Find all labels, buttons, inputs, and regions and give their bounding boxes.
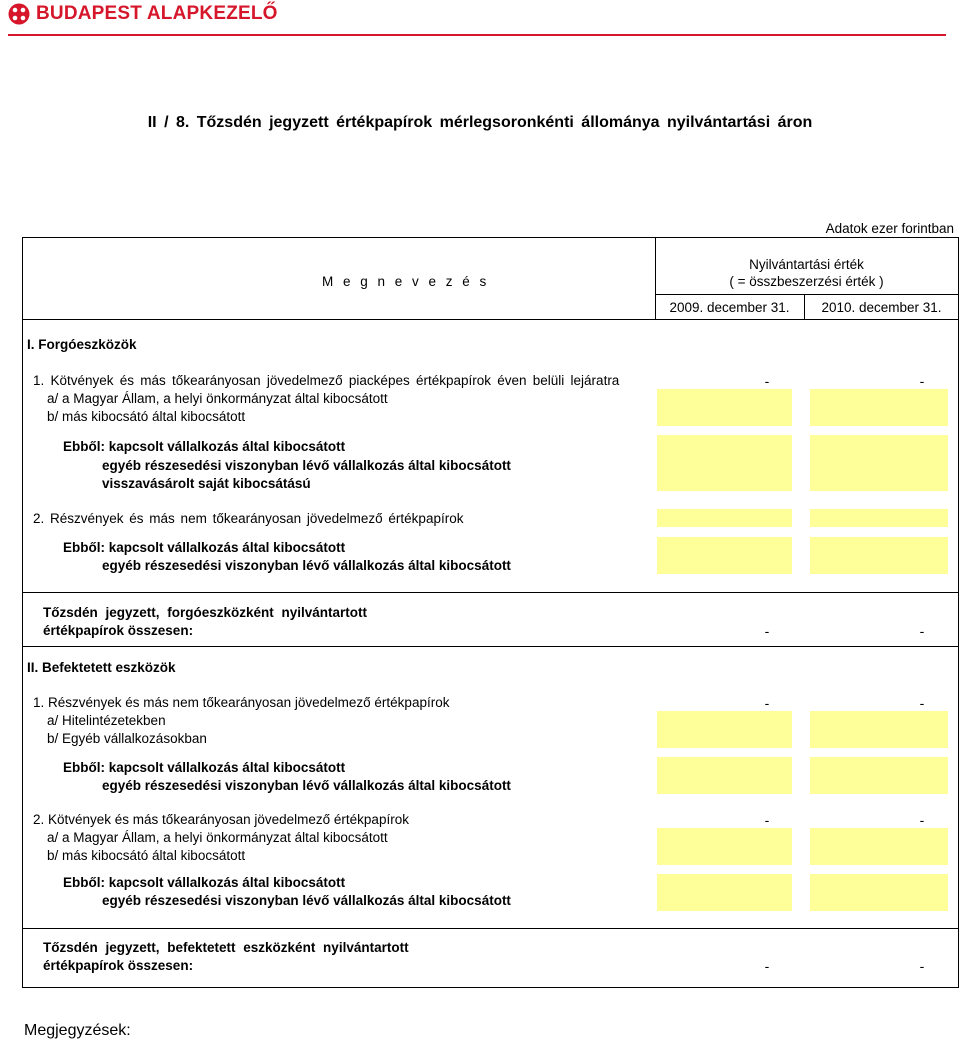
table-bottom-border (22, 987, 958, 988)
value-2009-s2r1: - (764, 695, 770, 711)
value-2010-s2-total: - (919, 958, 925, 974)
s1-row1-vissza: visszavásárolt saját kibocsátású (102, 476, 311, 491)
s2-row1-ebbol: Ebből: kapcsolt vállalkozás által kibocsátott (63, 760, 346, 775)
s2-row1-egyeb: egyéb részesedési viszonyban lévő vállalkozás által kibocsátott (102, 778, 511, 793)
section1-heading: I. Forgóeszközök (27, 337, 137, 352)
year-row-border (655, 294, 958, 295)
unit-note: Adatok ezer forintban (825, 221, 954, 236)
cell-2010-s1r2[interactable] (810, 509, 948, 527)
section2-heading: II. Befektetett eszközök (27, 660, 176, 675)
value-2010-s1r1: - (919, 373, 925, 389)
cell-2009-s1r2-detail[interactable] (657, 537, 792, 574)
cell-2009-s1r2[interactable] (657, 509, 792, 527)
total1-top-border (22, 592, 958, 593)
s2-row1b: b/ Egyéb vállalkozásokban (47, 731, 207, 746)
cell-2010-s1r2-detail[interactable] (810, 537, 948, 574)
s1-row2-ebbol: Ebből: kapcsolt vállalkozás által kibocsátott (63, 540, 346, 555)
s2-row2-egyeb: egyéb részesedési viszonyban lévő vállalkozás által kibocsátott (102, 893, 511, 908)
cell-2010-s2r2-detail[interactable] (810, 874, 948, 911)
s2-row2: 2. Kötvények és más tőkearányosan jövedelmező értékpapírok (33, 812, 409, 827)
brand-logo (8, 3, 278, 25)
s1-row1: 1. Kötvények és más tőkearányosan jövedelmező piacképes értékpapírok éven belüli lejáratra (33, 373, 620, 388)
table-right-border (958, 237, 959, 988)
header-bottom-border (22, 319, 958, 320)
col-name-header: M e g n e v e z é s (322, 274, 490, 289)
cell-2009-s1r1-detail[interactable] (657, 435, 792, 491)
table-left-border (22, 237, 23, 988)
s2-row2-ebbol: Ebből: kapcsolt vállalkozás által kibocsátott (63, 875, 346, 890)
s1-row2-egyeb: egyéb részesedési viszonyban lévő vállalkozás által kibocsátott (102, 558, 511, 573)
cell-2010-s1r1ab[interactable] (810, 389, 948, 426)
cell-2010-s2r1-detail[interactable] (810, 757, 948, 794)
year-2010-header: 2010. december 31. (821, 300, 942, 315)
value-2010-s1-total: - (919, 623, 925, 639)
year-2009-header: 2009. december 31. (669, 300, 790, 315)
total2-top-border (22, 928, 958, 929)
s2-total-label-1: Tőzsdén jegyzett, befektetett eszközként nyilvántartott (43, 940, 409, 955)
value-2009-s1r1: - (764, 373, 770, 389)
s2-row1a: a/ Hitelintézetekben (47, 713, 166, 728)
s1-total-label-1: Tőzsdén jegyzett, forgóeszközként nyilvántartott (43, 605, 368, 620)
cell-2010-s1r1-detail[interactable] (810, 435, 948, 491)
value-2009-s2r2: - (764, 812, 770, 828)
cell-2009-s2r2ab[interactable] (657, 828, 792, 865)
value-2009-s1-total: - (764, 623, 770, 639)
header-divider (8, 34, 946, 36)
cell-2009-s2r1-detail[interactable] (657, 757, 792, 794)
table-top-border (22, 237, 958, 238)
logo-mark-icon (8, 3, 30, 25)
s1-row2: 2. Részvények és más nem tőkearányosan jövedelmező értékpapírok (33, 511, 464, 526)
s1-row1-ebbol: Ebből: kapcsolt vállalkozás által kibocsátott (63, 439, 346, 454)
s1-row1a: a/ a Magyar Állam, a helyi önkormányzat által kibocsátott (47, 391, 388, 406)
s2-row2a: a/ a Magyar Állam, a helyi önkormányzat által kibocsátott (47, 830, 388, 845)
s2-row1: 1. Részvények és más nem tőkearányosan jövedelmező értékpapírok (33, 695, 450, 710)
cell-2010-s2r2ab[interactable] (810, 828, 948, 865)
logo-text: BUDAPEST ALAPKEZELŐ (36, 3, 278, 24)
s1-row1-egyeb: egyéb részesedési viszonyban lévő vállalkozás által kibocsátott (102, 458, 511, 473)
value-2010-s2r1: - (919, 695, 925, 711)
cell-2009-s2r1ab[interactable] (657, 711, 792, 748)
value-2010-s2r2: - (919, 812, 925, 828)
cell-2009-s1r1ab[interactable] (657, 389, 792, 426)
s2-total-label-2: értékpapírok összesen: (43, 958, 194, 973)
s2-row2b: b/ más kibocsátó által kibocsátott (47, 848, 246, 863)
page-title: II / 8. Tőzsdén jegyzett értékpapírok mérlegsoronkénti állománya nyilvántartási áron (147, 114, 813, 131)
notes-label: Megjegyzések: (24, 1022, 131, 1039)
total1-bottom-border (22, 646, 958, 647)
value-header-1: Nyilvántartási érték (749, 257, 864, 272)
s1-total-label-2: értékpapírok összesen: (43, 623, 194, 638)
cell-2009-s2r2-detail[interactable] (657, 874, 792, 911)
cell-2010-s2r1ab[interactable] (810, 711, 948, 748)
s1-row1b: b/ más kibocsátó által kibocsátott (47, 409, 246, 424)
value-2009-s2-total: - (764, 958, 770, 974)
value-header-2: ( = összbeszerzési érték ) (729, 274, 884, 289)
